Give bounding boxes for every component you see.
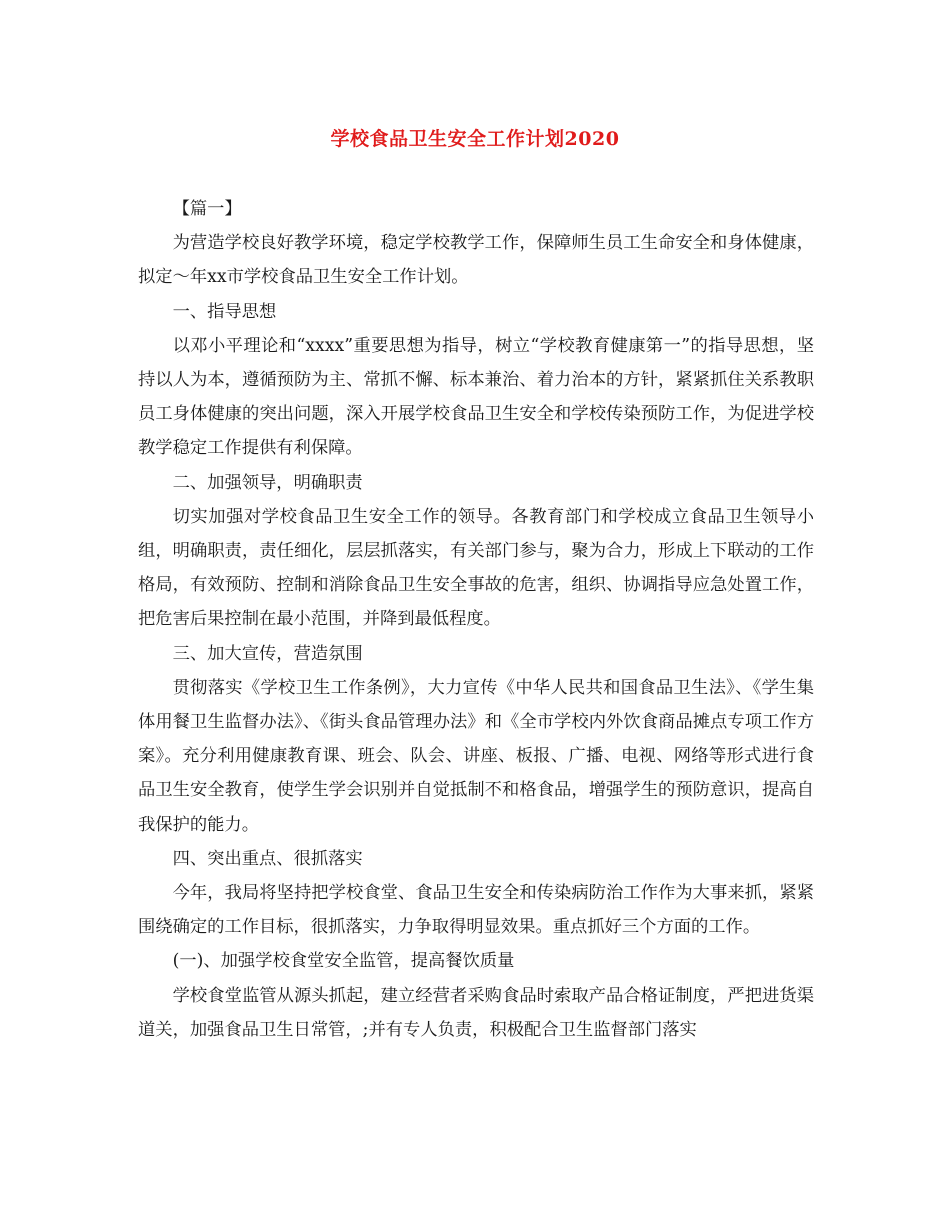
paragraph: 学校食堂监管从源头抓起，建立经营者采购食品时索取产品合格证制度，严把进货渠道关，加强食品卫生日常管，;并有专人负责，积极配合卫生监督部门落实 <box>138 985 814 1040</box>
paragraph: 以邓小平理论和“xxxx”重要思想为指导，树立“学校教育健康第一”的指导思想，坚持以人为本，遵循预防为主、常抓不懈、标本兼治、着力治本的方针，紧紧抓住关系教职员工身体健康的突出问题，深入开展学校食品卫生安全和学校传染预防工作，为促进学校教学稳定工作提供有利保障。 <box>138 335 814 459</box>
section-heading: 四、突出重点、很抓落实 <box>172 848 363 869</box>
paragraph: 切实加强对学校食品卫生安全工作的领导。各教育部门和学校成立食品卫生领导小组，明确职责，责任细化，层层抓落实，有关部门参与，聚为合力，形成上下联动的工作格局，有效预防、控制和消除食品卫生安全事故的危害，组织、协调指导应急处置工作，把危害后果控制在最小范围，并降到最低程度。 <box>138 506 814 630</box>
paragraph: 今年，我局将坚持把学校食堂、食品卫生安全和传染病防治工作作为大事来抓，紧紧围绕确定的工作目标，很抓落实，力争取得明显效果。重点抓好三个方面的工作。 <box>138 883 814 938</box>
paragraph: 贯彻落实《学校卫生工作条例》，大力宣传《中华人民共和国食品卫生法》、《学生集体用餐卫生监督办法》、《街头食品管理办法》和《全市学校内外饮食商品摊点专项工作方案》。充分利用健康教育课、班会、队会、讲座、板报、广播、电视、网络等形式进行食品卫生安全教育，使学生学会识别并自觉抵制不和格食品，增强学生的预防意识，提高自我保护的能力。 <box>138 677 814 835</box>
section-heading: 三、加大宣传，营造氛围 <box>172 643 363 664</box>
section-heading: 一、指导思想 <box>172 301 277 322</box>
paragraph: 为营造学校良好教学环境，稳定学校教学工作，保障师生员工生命安全和身体健康，拟定～年xx市学校食品卫生安全工作计划。 <box>138 233 814 288</box>
page-title: 学校食品卫生安全工作计划2020 <box>330 128 620 150</box>
subsection-heading: (一)、加强学校食堂安全监管，提高餐饮质量 <box>172 951 515 972</box>
section-heading: 二、加强领导，明确职责 <box>172 472 363 493</box>
section-tag: 【篇一】 <box>172 199 242 219</box>
document-body <box>138 192 814 1047</box>
